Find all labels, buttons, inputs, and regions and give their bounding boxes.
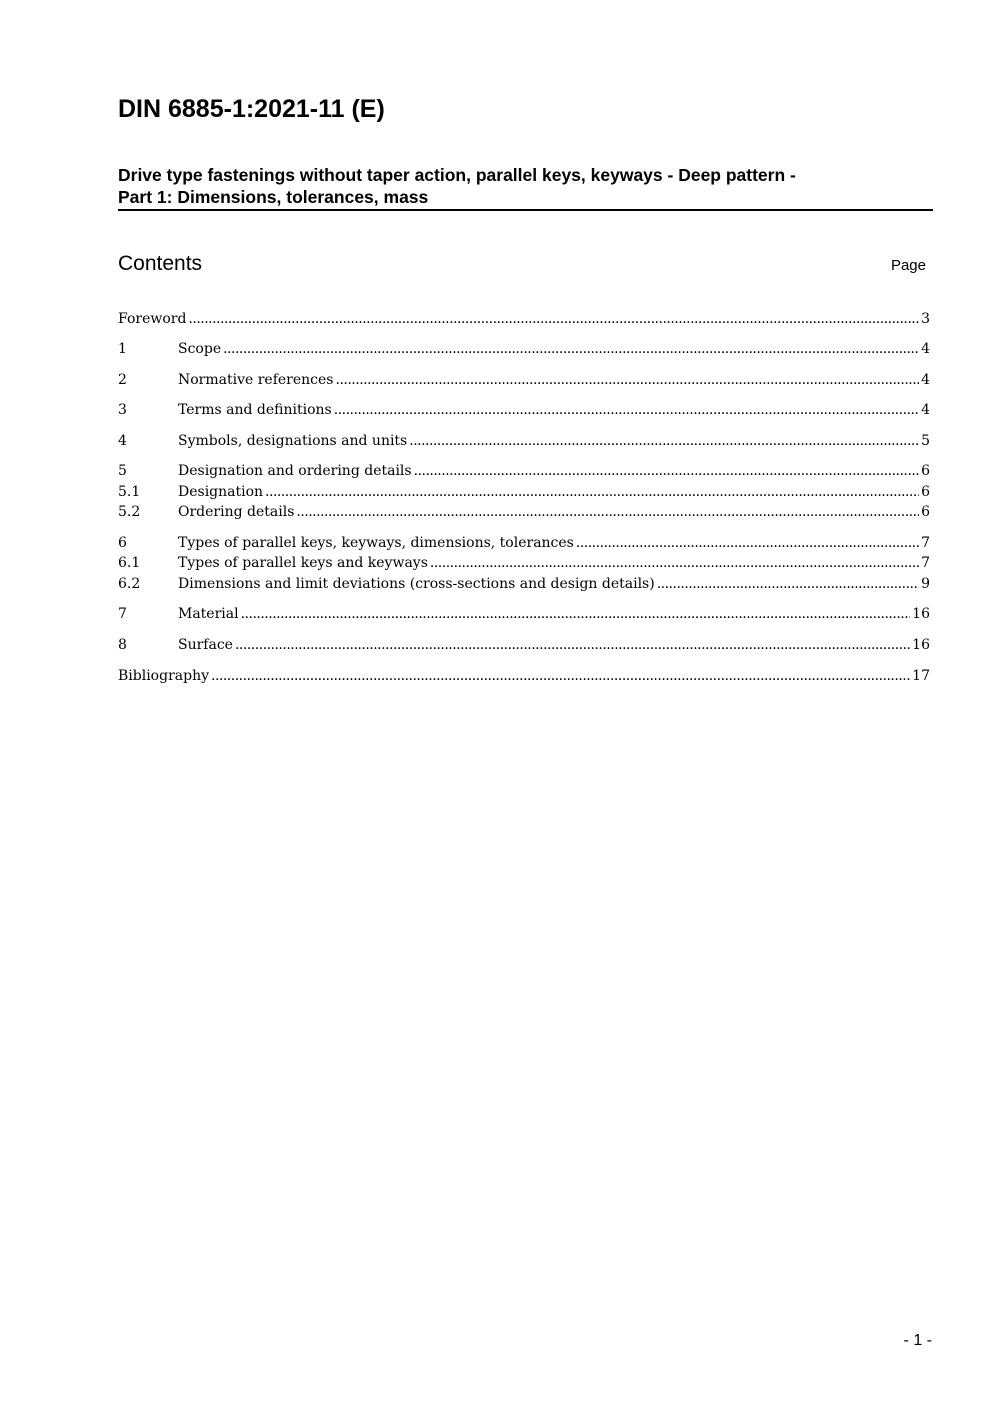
toc-leader-dots — [414, 461, 919, 481]
toc-entry-page: 4 — [921, 372, 930, 388]
toc-entry-number: 3 — [118, 402, 127, 418]
toc-entry-page: 9 — [921, 576, 930, 592]
toc-leader-dots — [241, 604, 911, 624]
page-number: - 1 - — [903, 1332, 932, 1349]
toc-entry-terms-and-definitions[interactable] — [118, 400, 930, 420]
toc-entry-title: Material — [178, 606, 239, 622]
toc-entry-page: 3 — [921, 311, 930, 327]
toc-entry-title: Foreword — [118, 311, 187, 327]
toc-entry-title: Designation — [178, 484, 264, 500]
toc-entry-page: 17 — [912, 668, 930, 684]
toc-entry-number: 6.1 — [118, 555, 141, 571]
toc-entry-title: Terms and definitions — [178, 402, 332, 418]
toc-entry-types-of-parallel-keys[interactable] — [118, 533, 930, 553]
toc-entry-title: Symbols, designations and units — [178, 433, 408, 449]
toc-entry-ordering-details[interactable] — [118, 502, 930, 522]
toc-entry-number: 7 — [118, 606, 127, 622]
page-column-label: Page — [890, 257, 926, 274]
toc-leader-dots — [223, 339, 919, 359]
toc-entry-page: 7 — [921, 535, 930, 551]
document-id: DIN 6885-1:2021-11 (E) — [118, 95, 385, 123]
toc-entry-title: Designation and ordering details — [178, 463, 412, 479]
toc-leader-dots — [336, 370, 920, 390]
toc-leader-dots — [430, 553, 919, 573]
toc-entry-number: 4 — [118, 433, 127, 449]
toc-leader-dots — [409, 431, 919, 451]
toc-entry-title: Ordering details — [178, 504, 295, 520]
toc-entry-number: 6 — [118, 535, 127, 551]
toc-entry-number: 6.2 — [118, 576, 141, 592]
toc-entry-title: Normative references — [178, 372, 334, 388]
toc-entry-foreword[interactable] — [118, 309, 930, 329]
toc-leader-dots — [188, 309, 919, 329]
toc-entry-designation-and-ordering[interactable] — [118, 461, 930, 481]
toc-entry-page: 6 — [921, 484, 930, 500]
toc-entry-title: Scope — [178, 341, 222, 357]
toc-entry-designation[interactable] — [118, 482, 930, 502]
toc-entry-page: 16 — [912, 637, 930, 653]
contents-heading: Contents — [118, 252, 203, 275]
toc-entry-page: 6 — [921, 463, 930, 479]
toc-entry-number: 5 — [118, 463, 127, 479]
toc-leader-dots — [334, 400, 919, 420]
toc-leader-dots — [211, 666, 910, 686]
toc-leader-dots — [265, 482, 919, 502]
toc-entry-material[interactable] — [118, 604, 930, 624]
toc-leader-dots — [296, 502, 919, 522]
toc-entry-symbols[interactable] — [118, 431, 930, 451]
toc-entry-number: 8 — [118, 637, 127, 653]
toc-leader-dots — [235, 635, 910, 655]
toc-entry-surface[interactable] — [118, 635, 930, 655]
toc-entry-title: Types of parallel keys and keyways — [178, 555, 428, 571]
toc-entry-title: Surface — [178, 637, 233, 653]
toc-entry-number: 1 — [118, 341, 127, 357]
toc-leader-dots — [657, 574, 919, 594]
toc-entry-page: 16 — [912, 606, 930, 622]
toc-entry-page: 5 — [921, 433, 930, 449]
toc-entry-number: 5.2 — [118, 504, 141, 520]
toc-entry-title: Dimensions and limit deviations (cross-sections and design details) — [178, 576, 655, 592]
toc-entry-number: 5.1 — [118, 484, 141, 500]
toc-entry-normative-references[interactable] — [118, 370, 930, 390]
toc-entry-page: 6 — [921, 504, 930, 520]
toc-entry-page: 7 — [921, 555, 930, 571]
toc-entry-types-of-keys-and-keyways[interactable] — [118, 553, 930, 573]
toc-entry-title: Types of parallel keys, keyways, dimensions, tolerances — [178, 535, 574, 551]
toc-leader-dots — [576, 533, 919, 553]
toc-entry-page: 4 — [921, 402, 930, 418]
document-title — [118, 164, 933, 211]
toc-entry-dimensions-and-limit-deviations[interactable] — [118, 574, 930, 594]
toc-entry-bibliography[interactable] — [118, 666, 930, 686]
toc-entry-title: Bibliography — [118, 668, 209, 684]
document-title-line-1: Drive type fastenings without taper action, parallel keys, keyways - Deep pattern - — [118, 165, 796, 185]
toc-entry-scope[interactable] — [118, 339, 930, 359]
toc-entry-page: 4 — [921, 341, 930, 357]
toc-entry-number: 2 — [118, 372, 127, 388]
document-title-line-2: Part 1: Dimensions, tolerances, mass — [118, 187, 429, 207]
